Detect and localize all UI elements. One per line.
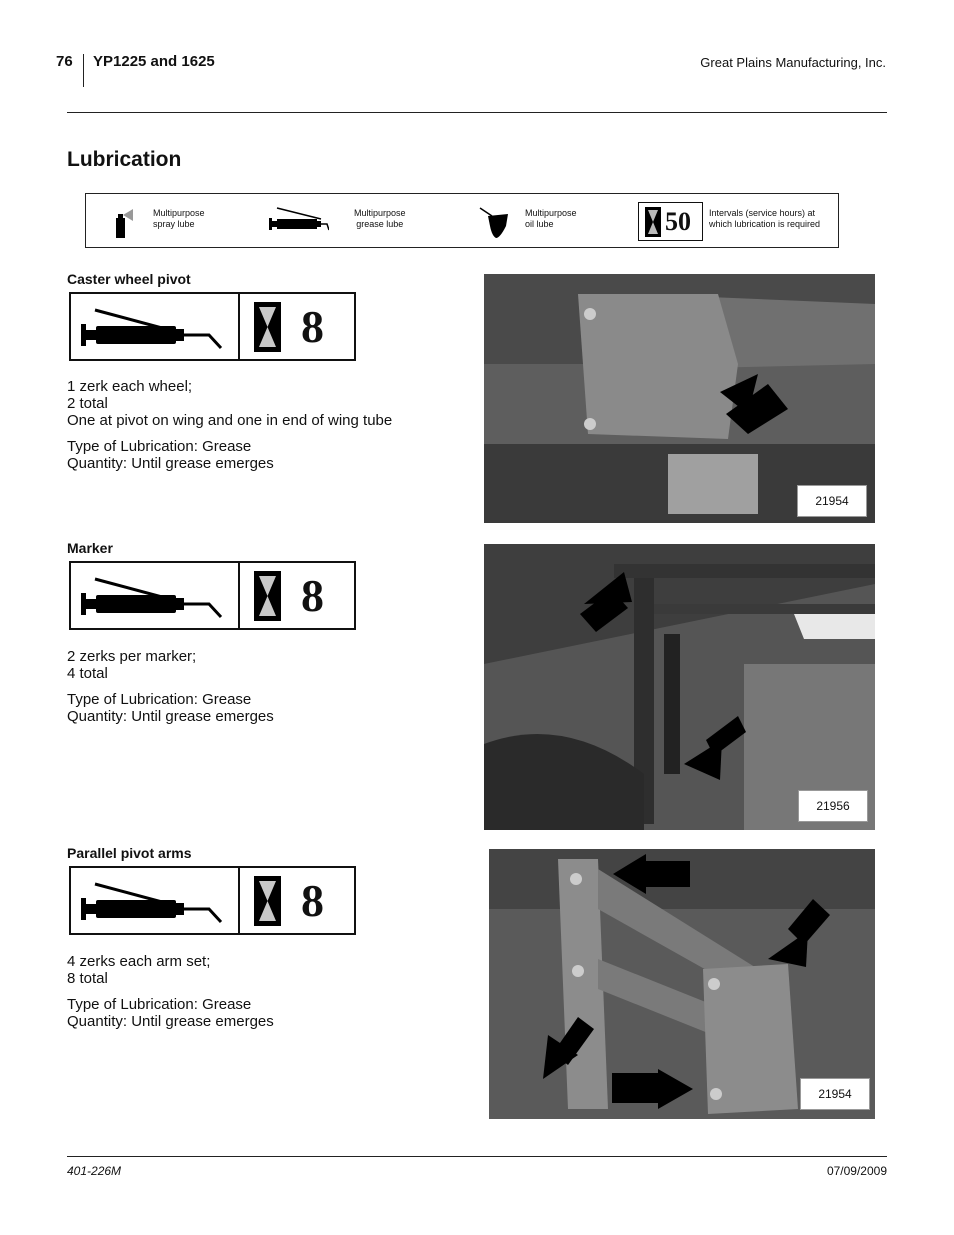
grease-gun-symbol [71, 294, 240, 359]
lubrication-legend [85, 193, 839, 248]
lube-symbol-box [69, 561, 356, 630]
company-name: Great Plains Manufacturing, Inc. [700, 55, 886, 70]
grease-gun-icon [81, 306, 231, 354]
grease-gun-icon [81, 880, 231, 928]
legend-oil-label: Multipurpose oil lube [525, 208, 577, 229]
entry-title-caster: Caster wheel pivot [67, 271, 191, 287]
interval-hours: 8 [301, 300, 324, 352]
grease-gun-icon [269, 206, 329, 234]
figure-number: 21954 [800, 1078, 870, 1110]
entry-title-parallel-pivot-arms: Parallel pivot arms [67, 845, 192, 861]
document-number: 401-226M [67, 1164, 122, 1178]
section-title: Lubrication [67, 148, 182, 171]
header-divider [83, 54, 84, 87]
oil-can-icon [478, 206, 512, 240]
hourglass-icon [254, 876, 281, 926]
grease-gun-symbol [71, 868, 240, 933]
figure-number: 21954 [797, 485, 867, 517]
hourglass-icon [645, 207, 661, 237]
entry-description: 2 zerks per marker; 4 total Type of Lubrication: Grease Quantity: Until grease emerges [67, 648, 274, 725]
interval-hours: 8 [301, 569, 324, 621]
hourglass-icon [254, 571, 281, 621]
photo-caster-wheel-pivot [458, 274, 875, 523]
interval-number: 50 [665, 206, 691, 236]
interval-hours: 8 [301, 874, 324, 926]
page-number: 76 [56, 53, 73, 70]
legend-grease-label: Multipurpose grease lube [354, 208, 406, 229]
legend-interval-label: Intervals (service hours) at which lubrication is required [709, 208, 821, 229]
interval-symbol [638, 202, 703, 241]
grease-gun-symbol [71, 563, 240, 628]
header-rule [67, 112, 887, 113]
lube-symbol-box [69, 292, 356, 361]
document-date: 07/09/2009 [826, 1164, 887, 1178]
photo-parallel-pivot-arms [458, 849, 875, 1119]
grease-gun-icon [81, 575, 231, 623]
lube-symbol-box [69, 866, 356, 935]
footer-rule [67, 1156, 887, 1157]
photo-marker [484, 544, 875, 830]
entry-description: 1 zerk each wheel; 2 total One at pivot on wing and one in end of wing tube Type of Lubrication: Grease Quantity: Until grease emerges [67, 378, 393, 472]
figure-number: 21956 [798, 790, 868, 822]
entry-title-marker: Marker [67, 540, 113, 556]
spray-can-icon [112, 205, 134, 239]
hourglass-icon [254, 302, 281, 352]
entry-description: 4 zerks each arm set; 8 total Type of Lubrication: Grease Quantity: Until grease emerges [67, 953, 274, 1030]
document-title: YP1225 and 1625 [93, 53, 215, 70]
legend-spray-label: Multipurpose spray lube [153, 208, 205, 229]
